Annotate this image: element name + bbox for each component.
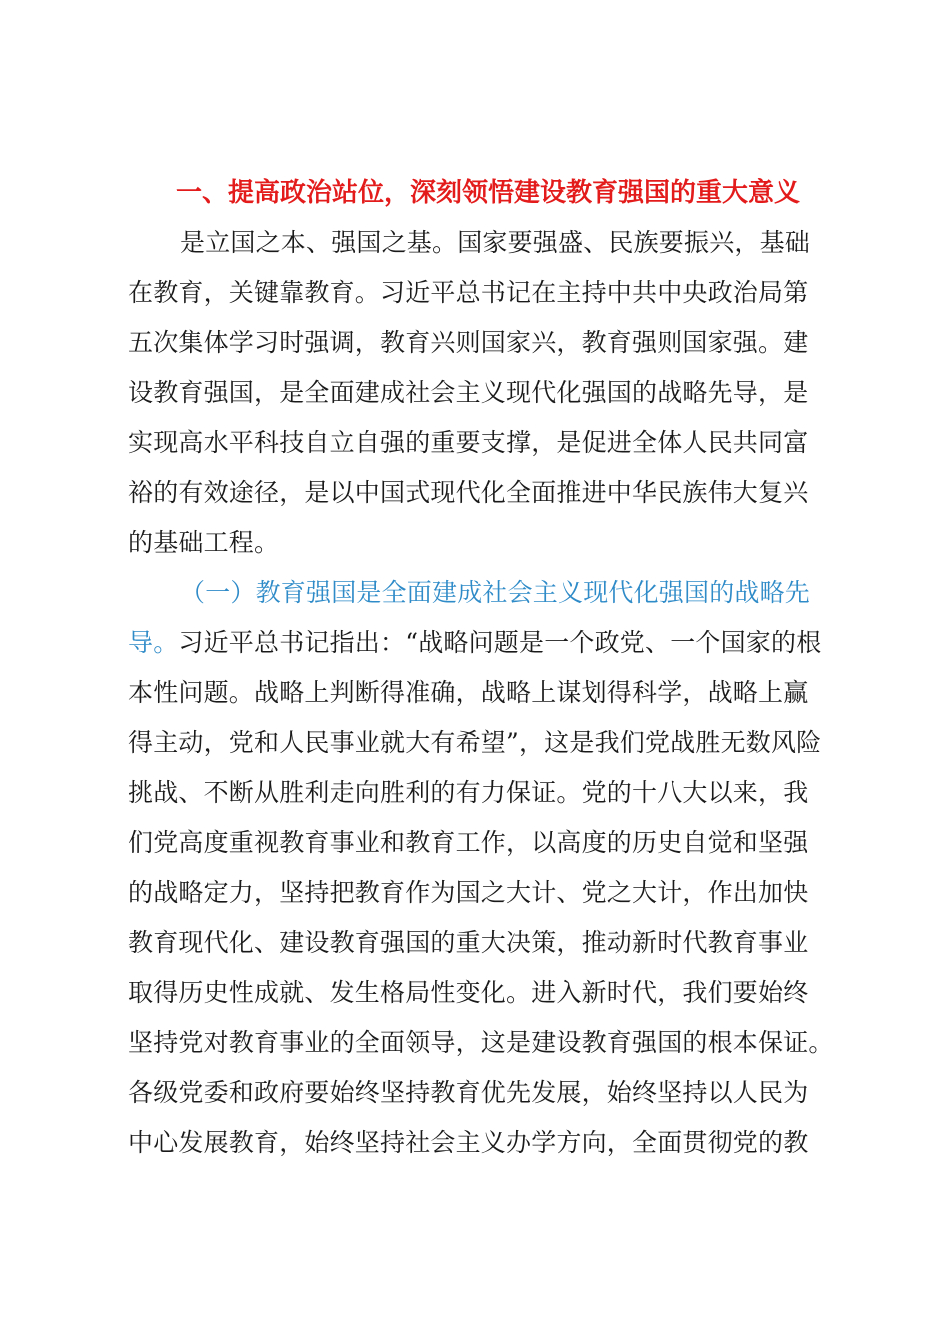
- paragraph-line: 坚持党对教育事业的全面领导，这是建设教育强国的根本保证。: [128, 1028, 834, 1057]
- paragraph-line: 挑战、不断从胜利走向胜利的有力保证。党的十八大以来，我: [128, 778, 809, 807]
- paragraph-line: 的基础工程。: [128, 528, 280, 557]
- document-page: [128, 168, 833, 1168]
- paragraph-line: 本性问题。战略上判断得准确，战略上谋划得科学，战略上赢: [128, 678, 809, 707]
- paragraph-line: 各级党委和政府要始终坚持教育优先发展，始终坚持以人民为: [128, 1078, 809, 1107]
- paragraph-line: 在教育，关键靠教育。习近平总书记在主持中共中央政治局第: [128, 278, 809, 307]
- subheading-end: 导。: [128, 628, 179, 657]
- subheading: （一）教育强国是全面建成社会主义现代化强国的战略先: [180, 578, 811, 607]
- paragraph-line: 教育现代化、建设教育强国的重大决策，推动新时代教育事业: [128, 928, 809, 957]
- paragraph-intro: [128, 218, 833, 568]
- paragraph-line: 实现高水平科技自立自强的重要支撑，是促进全体人民共同富: [128, 428, 809, 457]
- paragraph-line: 五次集体学习时强调，教育兴则国家兴，教育强则国家强。建: [128, 328, 809, 357]
- paragraph-line: 得主动，党和人民事业就大有希望”，这是我们党战胜无数风险: [128, 728, 822, 757]
- paragraph-line: 是立国之本、强国之基。国家要强盛、民族要振兴，基础: [180, 228, 811, 257]
- section-heading: 一、提高政治站位，深刻领悟建设教育强国的重大意义: [176, 178, 801, 208]
- paragraph-strategy: [128, 568, 833, 1168]
- paragraph-line: [128, 618, 833, 668]
- paragraph-line-text: 习近平总书记指出：“战略问题是一个政党、一个国家的根: [178, 628, 822, 657]
- paragraph-line: 中心发展教育，始终坚持社会主义办学方向，全面贯彻党的教: [128, 1128, 809, 1157]
- paragraph-line: 设教育强国，是全面建成社会主义现代化强国的战略先导，是: [128, 378, 809, 407]
- paragraph-line: 们党高度重视教育事业和教育工作，以高度的历史自觉和坚强: [128, 828, 809, 857]
- paragraph-line: 的战略定力，坚持把教育作为国之大计、党之大计，作出加快: [128, 878, 809, 907]
- paragraph-line: 取得历史性成就、发生格局性变化。进入新时代，我们要始终: [128, 978, 809, 1007]
- paragraph-line: 裕的有效途径，是以中国式现代化全面推进中华民族伟大复兴: [128, 478, 809, 507]
